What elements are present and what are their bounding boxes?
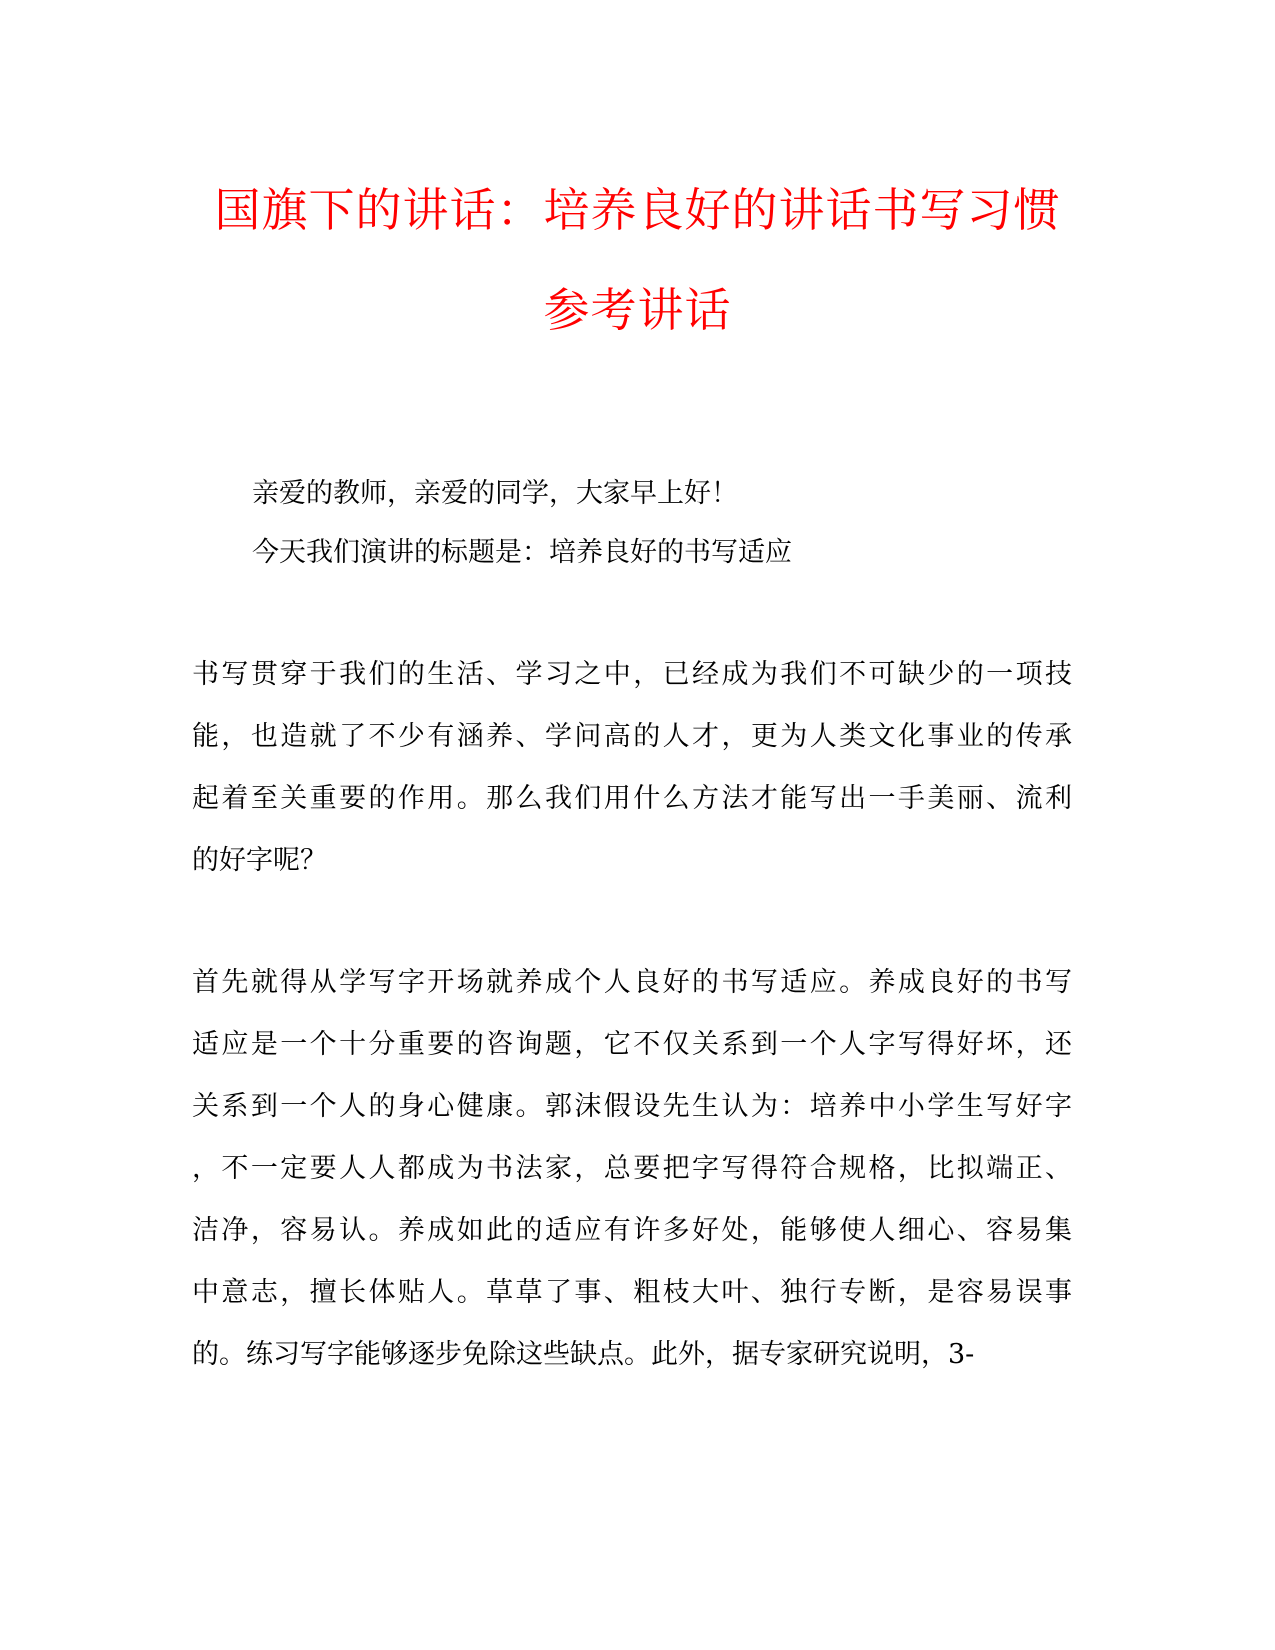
document-title-line-2: 参考讲话 [543,283,732,337]
paragraph-line: 洁净，容易认。养成如此的适应有许多好处，能够使人细心、容易集 [192,1215,1072,1246]
paragraph-line: 书写贯穿于我们的生活、学习之中，已经成为我们不可缺少的一项技 [192,659,1072,690]
paragraph-line: 关系到一个人的身心健康。郭沫假设先生认为：培养中小学生写好字 [192,1091,1072,1122]
paragraph-line: 起着至关重要的作用。那么我们用什么方法才能写出一手美丽、流利 [192,783,1072,814]
greeting-line: 亲爱的教师，亲爱的同学，大家早上好！ [252,478,738,509]
topic-line: 今天我们演讲的标题是：培养良好的书写适应 [252,537,792,568]
document-title-line-1: 国旗下的讲话：培养良好的讲话书写习惯 [214,183,1061,237]
paragraph-line: 中意志，擅长体贴人。草草了事、粗枝大叶、独行专断，是容易误事 [192,1277,1072,1308]
paragraph-line: ，不一定要人人都成为书法家，总要把字写得符合规格，比拟端正、 [192,1153,1072,1184]
paragraph-line: 的。练习写字能够逐步免除这些缺点。此外，据专家研究说明，3- [192,1339,975,1370]
paragraph-line: 的好字呢？ [192,845,327,876]
paragraph-line: 首先就得从学写字开场就养成个人良好的书写适应。养成良好的书写 [192,967,1072,998]
paragraph-line: 适应是一个十分重要的咨询题，它不仅关系到一个人字写得好坏，还 [192,1029,1072,1060]
paragraph-line: 能，也造就了不少有涵养、学问高的人才，更为人类文化事业的传承 [192,721,1072,752]
